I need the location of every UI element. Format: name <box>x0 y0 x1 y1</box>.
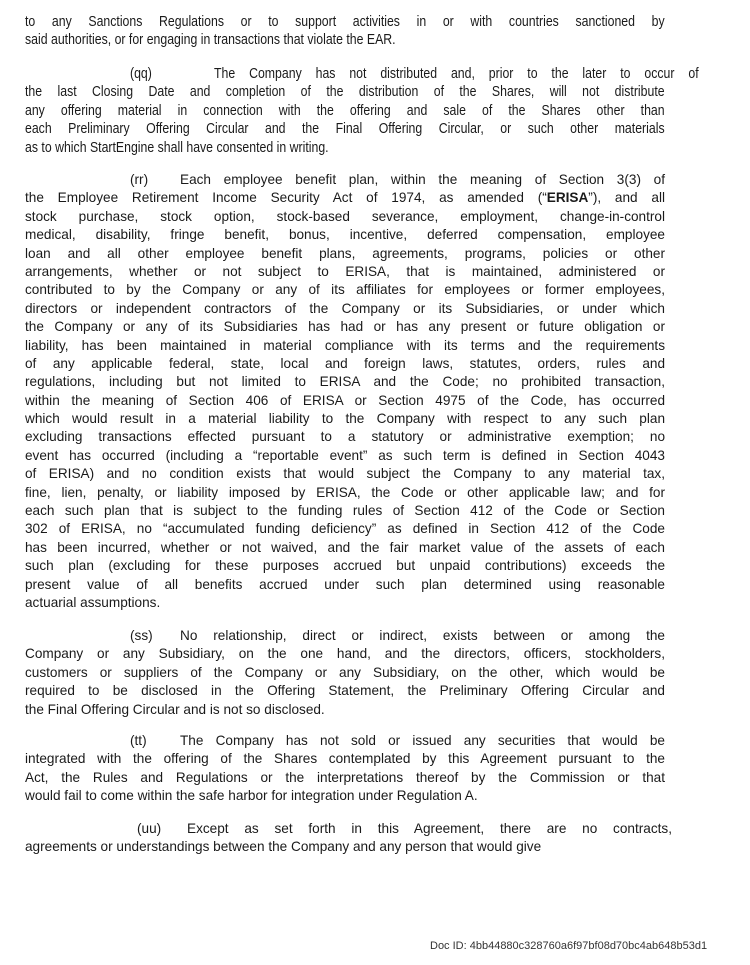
text-line: the Final Offering Circular and is not so disclosed. <box>25 701 325 717</box>
paragraph-qq <box>25 65 699 157</box>
text-line: to any Sanctions Regulations or to support activities in or with countries sanctioned by <box>25 13 665 30</box>
text-line: fine, lien, penalty, or liability imposed by ERISA, the Code or other applicable law; and for <box>25 484 665 500</box>
text-line: agreements or understandings between the Company and any person that would give <box>25 839 542 855</box>
text-line: stock purchase, stock option, stock-based severance, employment, change-in-control <box>25 208 665 224</box>
paragraph-uu <box>25 820 672 857</box>
text-line: each such plan that is subject to the funding rules of Section 412 of the Code or Section <box>25 503 665 519</box>
text-line: present value of all benefits accrued under such plan determined using reasonable <box>25 576 665 592</box>
text-line: The Company has not sold or issued any securities that would be <box>180 733 665 748</box>
text-line: regulations, including but not limited to ERISA and the Code; no prohibited transaction, <box>25 374 665 390</box>
text-line: arrangements, whether or not subject to ERISA, that is maintained, administered or <box>25 263 665 279</box>
defined-term: ERISA <box>546 190 589 206</box>
text-line: Each employee benefit plan, within the meaning of Section 3(3) of <box>180 172 665 187</box>
text-line: has been incurred, whether or not waived, and the fair market value of the assets of each <box>25 539 665 555</box>
paragraph-ss <box>25 627 665 719</box>
text-line: the Company or any of its Subsidiaries has had or has any present or future obligation or <box>25 319 665 335</box>
text-line <box>25 189 665 207</box>
text-line: the last Closing Date and completion of the distribution of the Shares, will not distribute <box>25 83 665 101</box>
text-line: of any applicable federal, state, local and foreign laws, statutes, orders, rules and <box>25 355 665 371</box>
text-line: event has occurred (including a “reportable event” as such term is defined in Section 4043 <box>25 447 665 463</box>
text-segment: the Employee Retirement Income Security Act of 1974, as amended (“ <box>25 190 547 206</box>
section-label: (tt) <box>130 733 147 748</box>
text-line: of ERISA) and no condition exists that would subject the Company to any material tax, <box>25 466 665 482</box>
text-line: such plan (excluding for these purposes accrued but unpaid contributions) exceeds the <box>25 558 665 574</box>
text-line: Act, the Rules and Regulations or the interpretations thereof by the Commission or that <box>25 769 665 785</box>
text-line: No relationship, direct or indirect, exists between or among the <box>180 628 665 643</box>
text-line: integrated with the offering of the Shares contemplated by this Agreement pursuant to the <box>25 751 665 767</box>
text-line: required to be disclosed in the Offering Statement, the Preliminary Offering Circular and <box>25 683 665 699</box>
text-line: would fail to come within the safe harbor for integration under Regulation A. <box>25 788 478 804</box>
section-label: (qq) <box>130 65 152 82</box>
section-label: (uu) <box>137 821 162 836</box>
text-line: contributed to by the Company or any of its affiliates for employees or former employees, <box>25 282 665 298</box>
text-line: as to which StartEngine shall have consented in writing. <box>25 138 329 156</box>
text-segment: ”), and all <box>588 190 665 206</box>
text-line: liability, has been maintained in material compliance with its terms and the requirements <box>25 337 665 353</box>
text-line: customers or suppliers of the Company or any Subsidiary, on the other, which would be <box>25 664 665 680</box>
text-line: within the meaning of Section 406 of ERISA or Section 4975 of the Code, has occurred <box>25 392 665 408</box>
paragraph-rr <box>25 171 665 612</box>
text-line: Except as set forth in this Agreement, there are no contracts, <box>187 821 672 836</box>
text-line: any offering material in connection with the offering and sale of the Shares other than <box>25 101 665 119</box>
text-line: The Company has not distributed and, prior to the later to occur of <box>214 65 699 82</box>
text-line: which would result in a material liability to the Company with respect to any such plan <box>25 411 665 427</box>
text-line: directors or independent contractors of the Company or its Subsidiaries, or under which <box>25 300 665 316</box>
text-line: loan and all other employee benefit plans, agreements, programs, policies or other <box>25 245 665 261</box>
doc-id-footer: Doc ID: 4bb44880c328760a6f97bf08d70bc4ab648b53d1 <box>430 940 708 952</box>
paragraph-sanctions-continued <box>25 13 665 50</box>
text-line: 302 of ERISA, no “accumulated funding deficiency” as defined in Section 412 of the Code <box>25 521 665 537</box>
text-line: actuarial assumptions. <box>25 594 161 610</box>
text-line: excluding transactions effected pursuant to a statutory or administrative exemption; no <box>25 429 665 445</box>
section-label: (ss) <box>130 628 153 643</box>
paragraph-tt <box>25 732 665 806</box>
text-line: said authorities, or for engaging in transactions that violate the EAR. <box>25 31 396 49</box>
text-line: each Preliminary Offering Circular and the Final Offering Circular, or such other materials <box>25 120 665 138</box>
text-line: medical, disability, fringe benefit, bonus, incentive, deferred compensation, employee <box>25 227 665 243</box>
text-line: Company or any Subsidiary, on the one hand, and the directors, officers, stockholders, <box>25 646 665 662</box>
section-label: (rr) <box>130 172 149 187</box>
